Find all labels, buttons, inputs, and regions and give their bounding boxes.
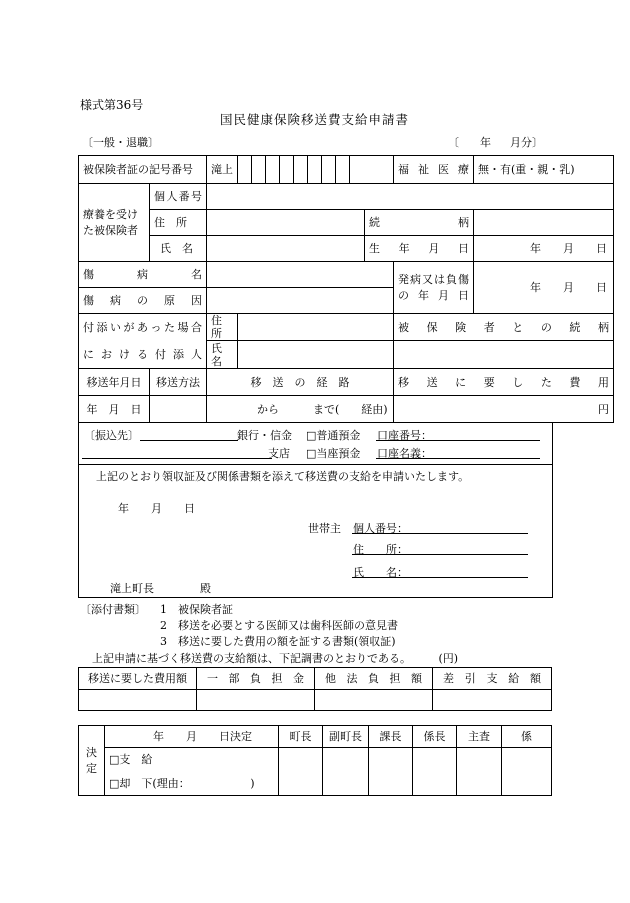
- calc-net-field[interactable]: [433, 690, 552, 711]
- relation-label: 続 柄: [365, 210, 474, 236]
- birthdate-field[interactable]: 年 月 日: [474, 236, 614, 262]
- honorific: 殿: [200, 582, 211, 595]
- period-open: 〔: [448, 136, 459, 149]
- attendant-name-field[interactable]: [238, 341, 394, 369]
- cause-field[interactable]: [207, 288, 394, 314]
- insured-digit[interactable]: [266, 156, 280, 184]
- account-number-label: 口座番号：: [377, 429, 432, 442]
- birthdate-label: 生年月日: [365, 236, 474, 262]
- calculation-note: 上記申請に基づく移送費の支給額は、下記調書のとおりである。 (円): [92, 652, 459, 665]
- calculation-table: [78, 667, 552, 711]
- insured-digit[interactable]: [336, 156, 350, 184]
- insured-digit[interactable]: [238, 156, 252, 184]
- patient-group-label: 療養を受けた被保険者: [79, 184, 150, 262]
- decision-table: [78, 725, 552, 796]
- stamp-header-section-chief: 課長: [369, 726, 413, 748]
- insured-digit[interactable]: [308, 156, 322, 184]
- move-method-label: 移送方法: [150, 369, 207, 396]
- attendant-label-line1: 付添いがあった場合: [79, 314, 207, 341]
- welfare-options[interactable]: 無・有(重・親・乳): [474, 156, 614, 184]
- attendant-relation-field[interactable]: [394, 341, 614, 369]
- mayor-label: 滝上町長: [110, 582, 154, 595]
- relation-field[interactable]: [474, 210, 614, 236]
- move-cost-label: 移送に要した費用: [394, 369, 614, 396]
- reject-option[interactable]: □却 下(理由： ): [105, 772, 279, 796]
- stamp-box[interactable]: [457, 748, 502, 796]
- stamp-box[interactable]: [279, 748, 323, 796]
- move-date-field[interactable]: 年 月 日: [79, 396, 150, 423]
- form-number: 様式第36号: [80, 98, 144, 112]
- period-year: 年: [480, 136, 491, 149]
- attendant-relation-label: 被保険者との続柄: [394, 314, 614, 341]
- address-label: 住 所: [150, 210, 207, 236]
- personal-number-label: 個人番号: [150, 184, 207, 210]
- head-address-field[interactable]: [352, 554, 528, 555]
- calc-cost-field[interactable]: [79, 690, 197, 711]
- account-number-field[interactable]: [376, 440, 540, 441]
- account-name-field[interactable]: [376, 458, 540, 459]
- attachment-item: 2 移送を必要とする医師又は歯科医師の意見書: [160, 619, 398, 632]
- main-form-table: [78, 155, 614, 423]
- stamp-header-mayor: 町長: [279, 726, 323, 748]
- stamp-header-subsection-chief: 係長: [413, 726, 457, 748]
- approve-option[interactable]: □支 給: [105, 748, 279, 772]
- move-route-label: 移 送 の 経 路: [207, 369, 394, 396]
- attendant-address-label: 住 所: [207, 314, 238, 341]
- personal-number-field[interactable]: [207, 184, 614, 210]
- attachment-item: 3 移送に要した費用の額を証する書類(領収証): [160, 635, 396, 648]
- head-name-field[interactable]: [352, 577, 528, 578]
- welfare-label: 福祉医療: [394, 156, 474, 184]
- cause-label: 傷病の原因: [79, 288, 207, 314]
- calc-header-net: 差引支給額: [433, 668, 552, 690]
- attendant-label-line2: における付添人: [79, 341, 207, 369]
- form-title: 国民健康保険移送費支給申請書: [220, 112, 410, 127]
- move-route-field[interactable]: から まで( 経由): [207, 396, 394, 423]
- application-date[interactable]: 年 月 日: [118, 502, 195, 515]
- move-cost-field[interactable]: 円: [394, 396, 614, 423]
- onset-label: 発病又は負傷の年月日: [394, 262, 474, 314]
- calc-header-other: 他法負担額: [315, 668, 433, 690]
- decision-date[interactable]: 年 月 日決定: [105, 726, 279, 748]
- stamp-header-staff: 係: [502, 726, 552, 748]
- stamp-box[interactable]: [413, 748, 457, 796]
- move-date-label: 移送年月日: [79, 369, 150, 396]
- attendant-name-label: 氏 名: [207, 341, 238, 369]
- insured-digit[interactable]: [294, 156, 308, 184]
- stamp-header-deputy-mayor: 副町長: [323, 726, 369, 748]
- head-personal-number-field[interactable]: [352, 533, 528, 534]
- calc-copay-field[interactable]: [197, 690, 315, 711]
- insured-digit[interactable]: [350, 156, 394, 184]
- attendant-address-field[interactable]: [238, 314, 394, 341]
- period-month: 月分〕: [510, 136, 543, 149]
- insured-digit[interactable]: [252, 156, 266, 184]
- current-deposit-checkbox[interactable]: □当座預金: [306, 447, 361, 460]
- calc-header-copay: 一部負担金: [197, 668, 315, 690]
- category-label: 〔一般・退職〕: [82, 136, 159, 149]
- household-head-label: 世帯主: [308, 522, 341, 535]
- ordinary-deposit-checkbox[interactable]: □普通預金: [306, 429, 361, 442]
- attachment-item: 1 被保険者証: [160, 603, 233, 616]
- bank-name-field[interactable]: [140, 440, 238, 441]
- account-name-label: 口座名義：: [377, 447, 432, 460]
- bank-suffix: 銀行・信金: [237, 429, 292, 442]
- address-field[interactable]: [207, 210, 365, 236]
- branch-suffix: 支店: [268, 447, 290, 460]
- insured-digit[interactable]: [322, 156, 336, 184]
- decision-label: 決定: [79, 726, 105, 796]
- stamp-box[interactable]: [369, 748, 413, 796]
- onset-field[interactable]: 年 月 日: [474, 262, 614, 314]
- calc-header-cost: 移送に要した費用額: [79, 668, 197, 690]
- move-method-field[interactable]: [150, 396, 207, 423]
- calc-other-field[interactable]: [315, 690, 433, 711]
- head-name-label: 氏 名：: [353, 566, 408, 579]
- attachments-label: 〔添付書類〕: [80, 603, 146, 616]
- branch-name-field[interactable]: [82, 458, 272, 459]
- transfer-label: 〔振込先〕: [84, 429, 139, 442]
- stamp-box[interactable]: [323, 748, 369, 796]
- name-label: 氏 名: [150, 236, 207, 262]
- stamp-header-supervisor: 主査: [457, 726, 502, 748]
- head-address-label: 住 所：: [353, 543, 408, 556]
- declaration-text: 上記のとおり領収証及び関係書類を添えて移送費の支給を申請いたします。: [96, 470, 470, 483]
- injury-field[interactable]: [207, 262, 394, 288]
- name-field[interactable]: [207, 236, 365, 262]
- injury-label: 傷 病 名: [79, 262, 207, 288]
- stamp-box[interactable]: [502, 748, 552, 796]
- insured-prefix: 滝上: [207, 156, 238, 184]
- head-personal-number-label: 個人番号：: [353, 522, 408, 535]
- insured-digit[interactable]: [280, 156, 294, 184]
- insured-number-label: 被保険者証の記号番号: [79, 156, 207, 184]
